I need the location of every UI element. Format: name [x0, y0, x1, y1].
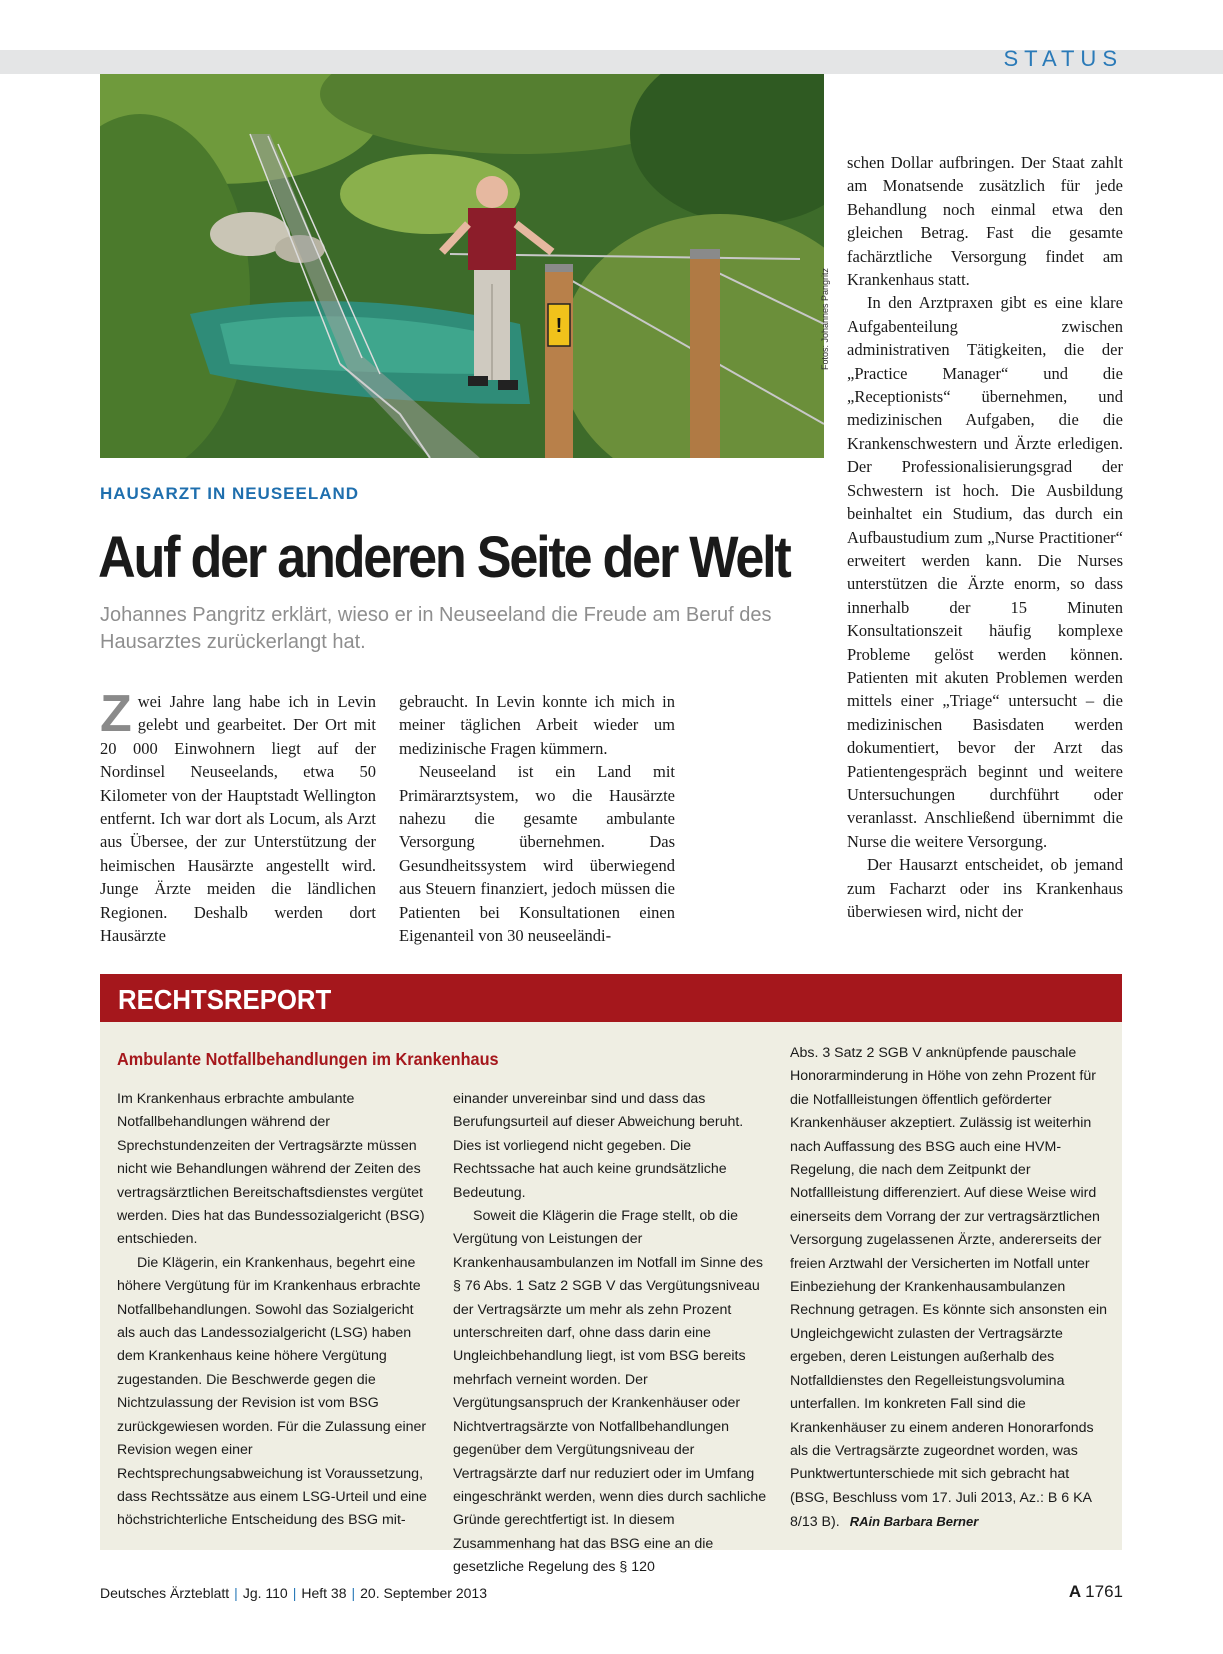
report-paragraph: Im Krankenhaus erbrachte ambulante Notfallbehandlungen während der Sprechstundenzeiten der Vertragsärzte müssen nicht wie Behandlungen während der Zeiten des vertragsärztlichen Bereitschaftsdienstes vergütet werden. Dies hat das Bundessozialgericht (BSG) entschieden.	[117, 1091, 425, 1248]
report-column-2	[453, 1088, 771, 1580]
section-label: STATUS	[1003, 46, 1123, 71]
article-paragraph: wei Jahre lang habe ich in Levin gelebt und gearbeitet. Der Ort mit 20 000 Einwohnern liegt auf der Nordinsel Neuseelands, etwa 50 Kilometer von der Hauptstadt Wellington entfernt. Ich war dort als Locum, als Arzt aus Übersee, der zur Unterstützung der heimischen Hausärzte angestellt wird. Junge Ärzte meiden die ländlichen Regionen. Deshalb werden dort Hausärzte	[100, 692, 376, 946]
rechtsreport-subhead: Ambulante Notfallbehandlungen im Krankenhaus	[117, 1049, 499, 1069]
report-paragraph: Abs. 3 Satz 2 SGB V anknüpfende pauschale Honorarminderung in Höhe von zehn Prozent für die Notfallleistungen öffentlich geförderter Krankenhäuser akzeptiert. Zulässig ist weiterhin nach Auffassung des BSG auch eine HVM-Regelung, die nach dem Zeitpunkt der Notfallleistung differenziert. Auf diese Weise wird einerseits dem Vorrang der zur vertragsärztlichen Versorgung zugelassenen Ärzte, andererseits der freien Arztwahl der Versicherten im Notfall unter Einbeziehung der Krankenhausambulanzen Rechnung getragen. Es könnte sich ansonsten ein Ungleichgewicht zulasten der Vertragsärzte ergeben, deren Leistungen außerhalb des Notfalldienstes den Regelleistungsvolumina unterfallen. Im konkreten Fall sind die Krankenhäuser zu einem anderen Honorarfonds als die Vertragsärzte zugeordnet worden, was Punktwertunterschiede mit sich gebracht hat (BSG, Beschluss vom 17. Juli 2013, Az.: B 6 KA 8/13 B).	[790, 1045, 1108, 1531]
footer-date: 20. September 2013	[360, 1585, 487, 1601]
report-paragraph: Die Klägerin, ein Krankenhaus, begehrt eine höhere Vergütung für im Krankenhaus erbrachte Notfallbehandlungen. Sowohl das Sozialgericht als auch das Landessozialgericht (LSG) haben dem Krankenhaus keine höhere Vergütung zugestanden. Die Beschwerde gegen die Nichtzulassung der Revision ist vom BSG zurückgewiesen worden. Für die Zulassung einer Revision wegen einer Rechtsprechungsabweichung ist Voraussetzung, dass Rechtssätze aus einem LSG-Urteil und eine höchstrichterliche Entscheidung des BSG mit-	[117, 1254, 427, 1529]
rechtsreport-title: RECHTSREPORT	[118, 984, 332, 1015]
report-column-3	[790, 1042, 1108, 1535]
footer-journal: Deutsches Ärzteblatt	[100, 1585, 230, 1601]
photo-credit: Fotos: Johannes Pangritz	[820, 267, 830, 370]
article-paragraph: In den Arztpraxen gibt es eine klare Aufgabenteilung zwischen administrativen Tätigkeiten, die der „Practice Manager“ und die „Receptionists“ übernehmen, und medizinischen Aufgaben, die die Krankenschwestern und Ärzte erledigen. Der Professionalisierungsgrad der Schwestern ist hoch. Die Ausbildung beinhaltet ein Studium, das durch ein Aufbaustudium zum „Nurse Practitioner“ erweitert werden kann. Die Nurses unterstützen die Ärzte enorm, so dass innerhalb der 15 Minuten Konsultationszeit häufig komplexe Probleme gelöst werden können. Patienten mit akuten Problemen werden mittels einer „Triage“ untersucht – die medizinischen Basisdaten werden dokumentiert, bevor der Arzt das Patientengespräch beginnt und weitere Untersuchungen durchführt oder veranlasst. Anschließend übernimmt die Nurse die weitere Versorgung.	[847, 293, 1123, 851]
article-column-2	[399, 690, 675, 947]
article-headline: Auf der anderen Seite der Welt	[98, 525, 790, 590]
article-paragraph: Der Hausarzt entscheidet, ob jemand zum Facharzt oder ins Krankenhaus überwiesen wird, nicht der	[847, 855, 1123, 921]
drop-cap: Z	[100, 685, 132, 743]
article-paragraph: schen Dollar aufbringen. Der Staat zahlt am Monatsende zusätzlich für jede Behandlung noch einmal etwa den gleichen Betrag. Fast die gesamte fachärztliche Versorgung findet am Krankenhaus statt.	[847, 153, 1123, 290]
report-column-1	[117, 1088, 433, 1533]
article-photo	[100, 74, 824, 458]
article-paragraph: gebraucht. In Levin konnte ich mich in meiner täglichen Arbeit wieder um medizinische Fragen kümmern.	[399, 692, 675, 758]
page-prefix: A	[1068, 1582, 1082, 1601]
footer-separator: |	[351, 1585, 356, 1601]
report-paragraph: Soweit die Klägerin die Frage stellt, ob die Vergütung von Leistungen der Krankenhausambulanzen im Notfall im Sinne des § 76 Abs. 1 Satz 2 SGB V das Vergütungsniveau der Vertragsärzte um mehr als zehn Prozent unterschreiten darf, ohne dass darin eine Ungleichbehandlung liegt, ist vom BSG bereits mehrfach verneint worden. Der Vergütungsanspruch der Krankenhäuser oder Nichtvertragsärzte von Notfallbehandlungen gegenüber dem Vergütungsniveau der Vertragsärzte darf nur reduziert oder im Umfang eingeschränkt werden, wenn dies durch sachliche Gründe gerechtfertigt ist. In diesem Zusammenhang hat das BSG eine an die gesetzliche Regelung des § 120	[453, 1208, 767, 1576]
page-number-value: 1761	[1085, 1582, 1123, 1601]
footer-separator: |	[234, 1585, 238, 1601]
page-footer	[100, 1585, 487, 1601]
article-column-3	[847, 151, 1123, 923]
article-subtitle: Johannes Pangritz erklärt, wieso er in Neuseeland die Freude am Beruf des Hausarztes zurückerlangt hat.	[100, 604, 772, 653]
report-paragraph: einander unvereinbar sind und dass das Berufungsurteil auf dieser Abweichung beruht. Dies ist vorliegend nicht gegeben. Die Rechtssache hat auch keine grundsätzliche Bedeutung.	[453, 1091, 744, 1201]
warning-sign-icon: !	[555, 315, 563, 337]
report-author: RAin Barbara Berner	[849, 1514, 979, 1530]
footer-volume: Jg. 110	[242, 1585, 288, 1601]
page-number	[1069, 1582, 1123, 1602]
footer-issue: Heft 38	[301, 1585, 347, 1601]
article-column-1	[100, 685, 376, 947]
footer-separator: |	[292, 1585, 297, 1601]
article-paragraph: Neuseeland ist ein Land mit Primärarztsystem, wo die Hausärzte nahezu die gesamte ambulante Versorgung übernehmen. Das Gesundheitssystem wird überwiegend aus Steuern finanziert, jedoch müssen die Patienten bei Konsultationen einen Eigenanteil von 30 neuseeländi-	[399, 762, 675, 946]
article-kicker: HAUSARZT IN NEUSEELAND	[100, 484, 360, 503]
